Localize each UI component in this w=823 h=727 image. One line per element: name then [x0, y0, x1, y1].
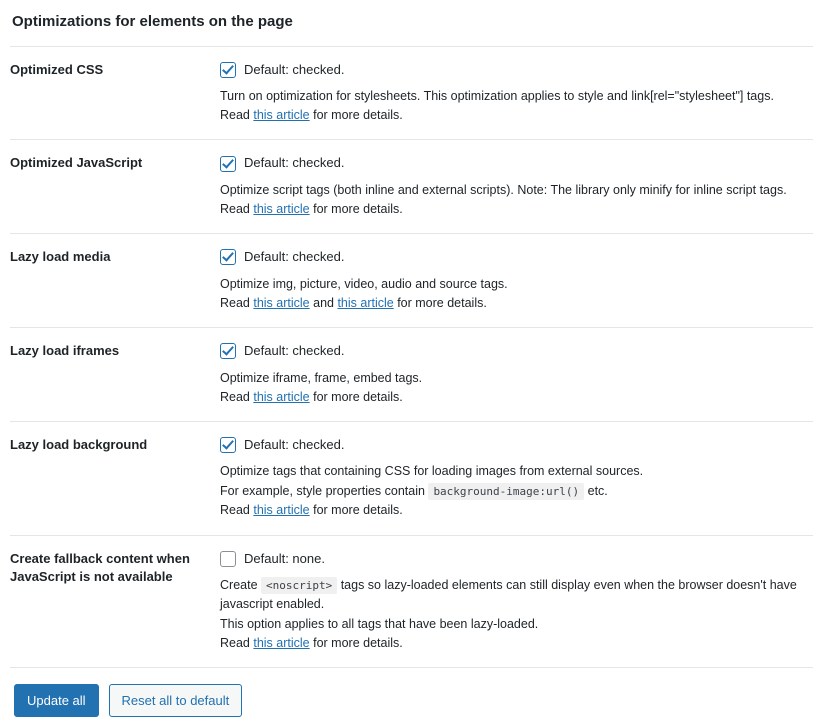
article-link[interactable]: this article	[253, 108, 310, 123]
update-all-button[interactable]: Update all	[14, 684, 99, 717]
setting-default-state-label: Default: checked.	[244, 61, 345, 77]
description-text: Read	[220, 503, 254, 518]
setting-checkbox[interactable]	[220, 62, 236, 78]
setting-row	[10, 535, 813, 667]
setting-label: Lazy load iframes	[10, 328, 220, 422]
setting-checkbox[interactable]	[220, 156, 236, 172]
description-line	[220, 462, 803, 481]
setting-field	[220, 46, 813, 140]
setting-default-state-label: Default: none.	[244, 550, 325, 566]
description-text: Optimize img, picture, video, audio and source tags.	[220, 276, 508, 291]
settings-table	[10, 46, 813, 668]
description-line	[220, 106, 803, 125]
setting-checkbox-line	[220, 436, 803, 454]
description-text: for more details.	[309, 389, 403, 404]
setting-label: Optimized CSS	[10, 46, 220, 140]
description-text: Read	[220, 389, 254, 404]
description-line	[220, 200, 803, 219]
setting-description	[220, 87, 803, 126]
description-text: etc.	[584, 483, 608, 498]
reset-all-to-default-button[interactable]: Reset all to default	[109, 684, 243, 717]
description-line	[220, 595, 803, 614]
setting-default-state-label: Default: checked.	[244, 343, 345, 359]
description-text: for more details.	[309, 503, 403, 518]
description-line	[220, 275, 803, 294]
setting-checkbox-line	[220, 342, 803, 360]
description-line	[220, 87, 803, 106]
setting-checkbox-line	[220, 550, 803, 568]
setting-row	[10, 234, 813, 328]
setting-checkbox[interactable]	[220, 437, 236, 453]
setting-field	[220, 140, 813, 234]
setting-default-state-label: Default: checked.	[244, 155, 345, 171]
description-text: For example, style properties contain	[220, 483, 429, 498]
description-text: for more details.	[393, 295, 487, 310]
setting-field	[220, 234, 813, 328]
setting-checkbox[interactable]	[220, 343, 236, 359]
setting-default-state-label: Default: checked.	[244, 437, 345, 453]
setting-description	[220, 462, 803, 520]
description-text: for more details.	[309, 108, 403, 123]
setting-label: Create fallback content when JavaScript is not available	[10, 535, 220, 667]
setting-checkbox-line	[220, 248, 803, 266]
description-line	[220, 576, 803, 595]
setting-default-state-label: Default: checked.	[244, 249, 345, 265]
setting-checkbox-line	[220, 61, 803, 79]
description-text: This option applies to all tags that have been lazy-loaded.	[220, 616, 539, 631]
description-line	[220, 501, 803, 520]
setting-checkbox-line	[220, 154, 803, 172]
description-text: Turn on optimization for stylesheets. This optimization applies to style and link[rel="stylesheet"] tags.	[220, 88, 774, 103]
description-text: Create	[220, 577, 261, 592]
setting-row	[10, 140, 813, 234]
description-text: Optimize tags that containing CSS for loading images from external sources.	[220, 464, 644, 479]
form-actions	[10, 667, 813, 727]
description-text: for more details.	[309, 202, 403, 216]
setting-field	[220, 328, 813, 422]
description-line	[220, 369, 803, 388]
description-line	[220, 482, 803, 501]
setting-label: Lazy load media	[10, 234, 220, 328]
setting-field	[220, 535, 813, 667]
article-link[interactable]: this article	[253, 503, 310, 518]
setting-description	[220, 369, 803, 408]
setting-row	[10, 328, 813, 422]
description-line	[220, 615, 803, 634]
description-text: and	[309, 295, 338, 310]
description-line	[220, 181, 803, 200]
description-text: Read	[220, 108, 254, 123]
description-text: Read	[220, 295, 254, 310]
description-text: Optimize script tags (both inline and external scripts). Note: The library only minify for inline script tags.	[220, 182, 787, 197]
description-text: for more details.	[309, 635, 403, 650]
setting-label: Lazy load background	[10, 422, 220, 535]
setting-field	[220, 422, 813, 535]
setting-row	[10, 422, 813, 535]
inline-code: <noscript>	[261, 577, 337, 594]
setting-label: Optimized JavaScript	[10, 140, 220, 234]
article-link[interactable]: this article	[253, 635, 310, 650]
article-link[interactable]: this article	[337, 295, 394, 310]
article-link[interactable]: this article	[253, 389, 310, 404]
page-title: Optimizations for elements on the page	[12, 13, 293, 30]
inline-code: background-image:url()	[428, 483, 584, 500]
description-text: Read	[220, 635, 254, 650]
setting-description	[220, 275, 803, 314]
description-text: javascript enabled.	[220, 597, 325, 612]
setting-row	[10, 46, 813, 140]
setting-checkbox[interactable]	[220, 249, 236, 265]
setting-description	[220, 576, 803, 654]
setting-description	[220, 181, 803, 220]
settings-table-body	[10, 46, 813, 667]
description-text: Read	[220, 202, 254, 216]
article-link[interactable]: this article	[253, 295, 310, 310]
description-line	[220, 388, 803, 407]
description-text: tags so lazy-loaded elements can still display even when the browser doesn't have	[337, 577, 797, 592]
description-line	[220, 294, 803, 313]
description-line	[220, 634, 803, 653]
description-text: Optimize iframe, frame, embed tags.	[220, 370, 423, 385]
article-link[interactable]: this article	[253, 202, 310, 216]
setting-checkbox[interactable]	[220, 551, 236, 567]
